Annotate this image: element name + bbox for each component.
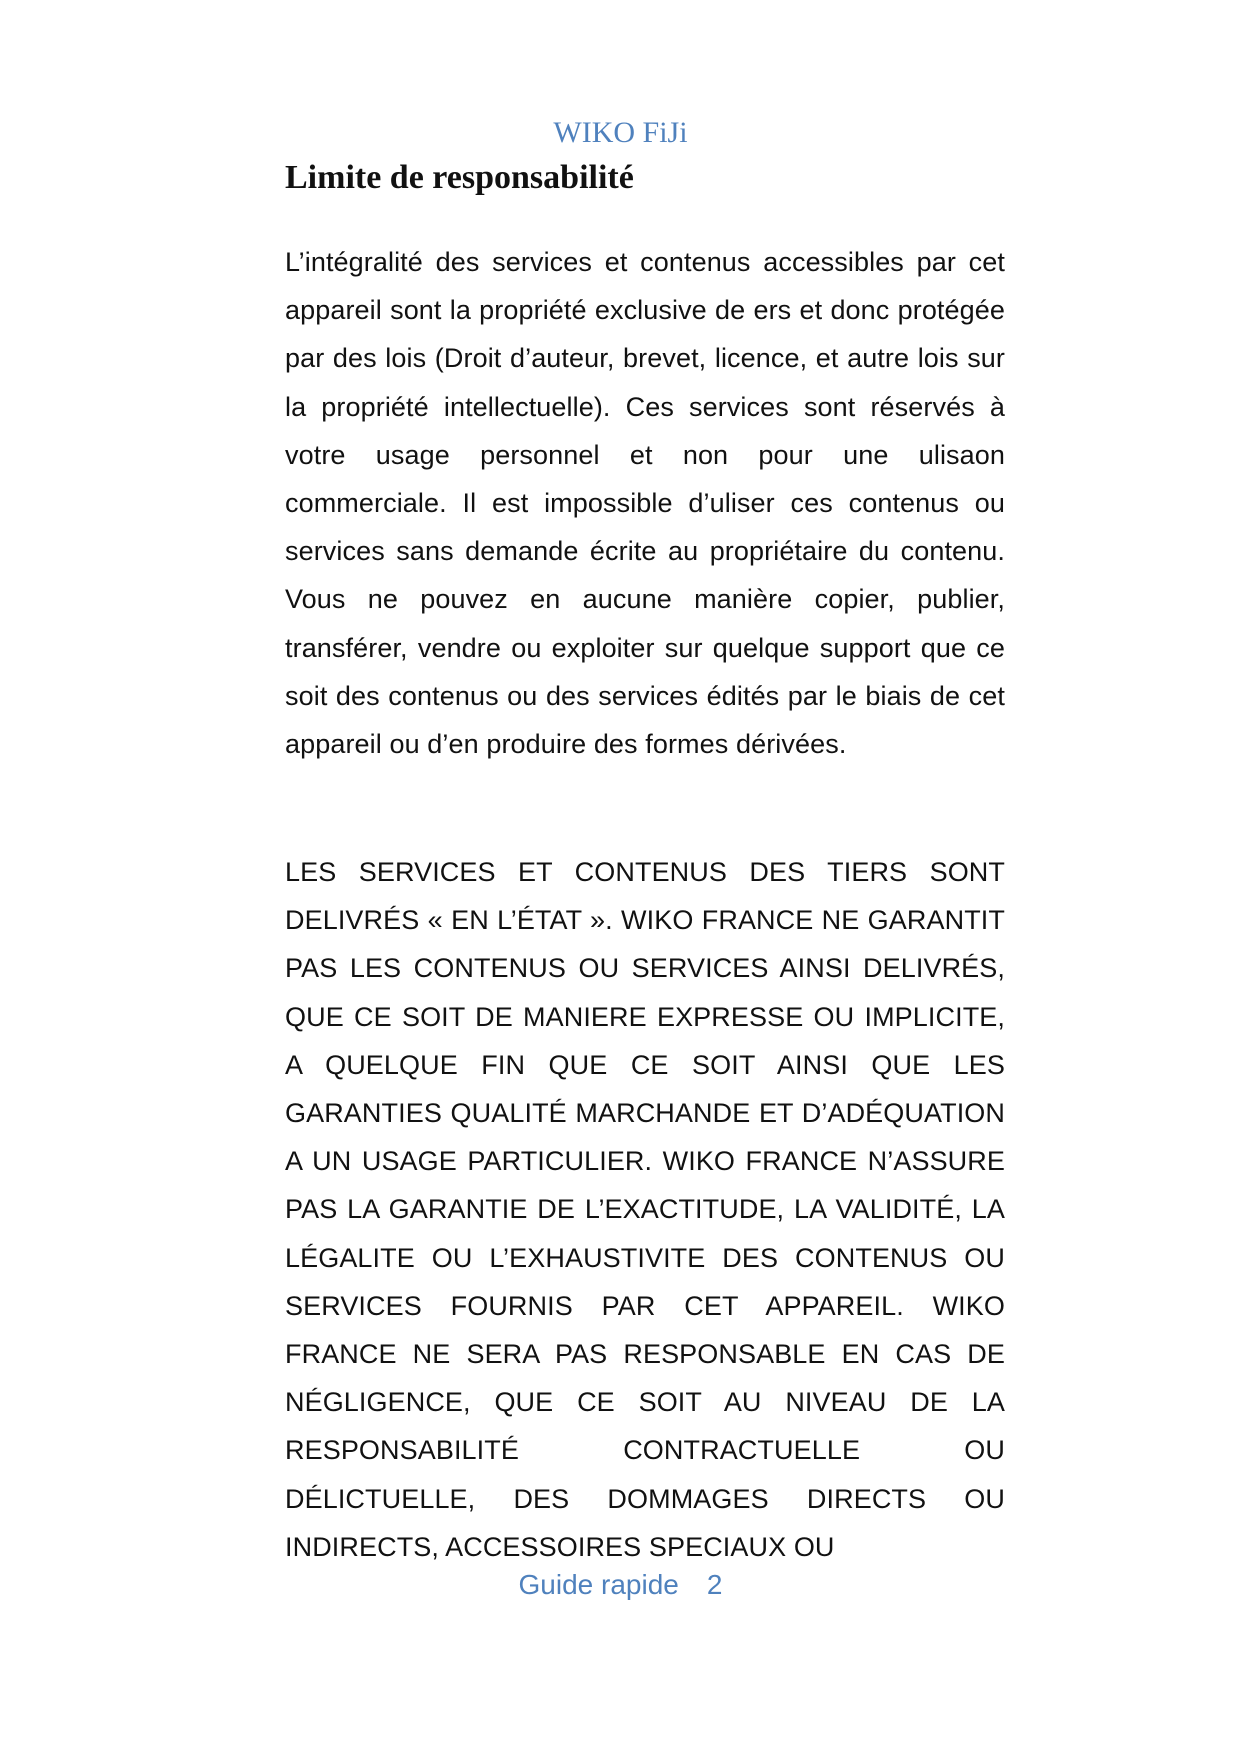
page-number: 2 — [706, 1569, 723, 1600]
section-title: Limite de responsabilité — [285, 159, 634, 196]
running-header: WIKO FiJi — [553, 116, 688, 149]
footer-label: Guide rapide — [518, 1569, 679, 1600]
body-paragraph-2: LES SERVICES ET CONTENUS DES TIERS SONT DELIVRÉS « EN L’ÉTAT ». WIKO FRANCE NE GARANTIT PAS LES CONTENUS OU SERVICES AINSI DELIVRÉS, QUE CE SOIT DE MANIERE EXPRESSE OU IMPLICITE, A QUELQUE FIN QUE CE SOIT AINSI QUE LES GARANTIES QUALITÉ MARCHANDE ET D’ADÉQUATION A UN USAGE PARTICULIER. WIKO FRANCE N’ASSURE PAS LA GARANTIE DE L’EXACTITUDE, LA VALIDITÉ, LA LÉGALITE OU L’EXHAUSTIVITE DES CONTENUS OU SERVICES FOURNIS PAR CET APPAREIL. WIKO FRANCE NE SERA PAS RESPONSABLE EN CAS DE NÉGLIGENCE, QUE CE SOIT AU NIVEAU DE LA RESPONSABILITÉ CONTRACTUELLE OU DÉLICTUELLE, DES DOMMAGES DIRECTS OU INDIRECTS, ACCESSOIRES SPECIAUX OU — [285, 857, 1005, 1562]
body-paragraph-1: L’intégralité des services et contenus accessibles par cet appareil sont la propriété exclusive de ers et donc protégée par des lois (Droit d’auteur, brevet, licence, et autre lois sur la propriété intellectuelle). Ces services sont réservés à votre usage personnel et non pour une ulisaon commerciale. Il est impossible d’uliser ces contenus ou services sans demande écrite au propriétaire du contenu. Vous ne pouvez en aucune manière copier, publier, transférer, vendre ou exploiter sur quelque support que ce soit des contenus ou des services édités par le biais de cet appareil ou d’en produire des formes dérivées. — [285, 247, 1005, 760]
page-footer — [0, 1565, 1241, 1605]
